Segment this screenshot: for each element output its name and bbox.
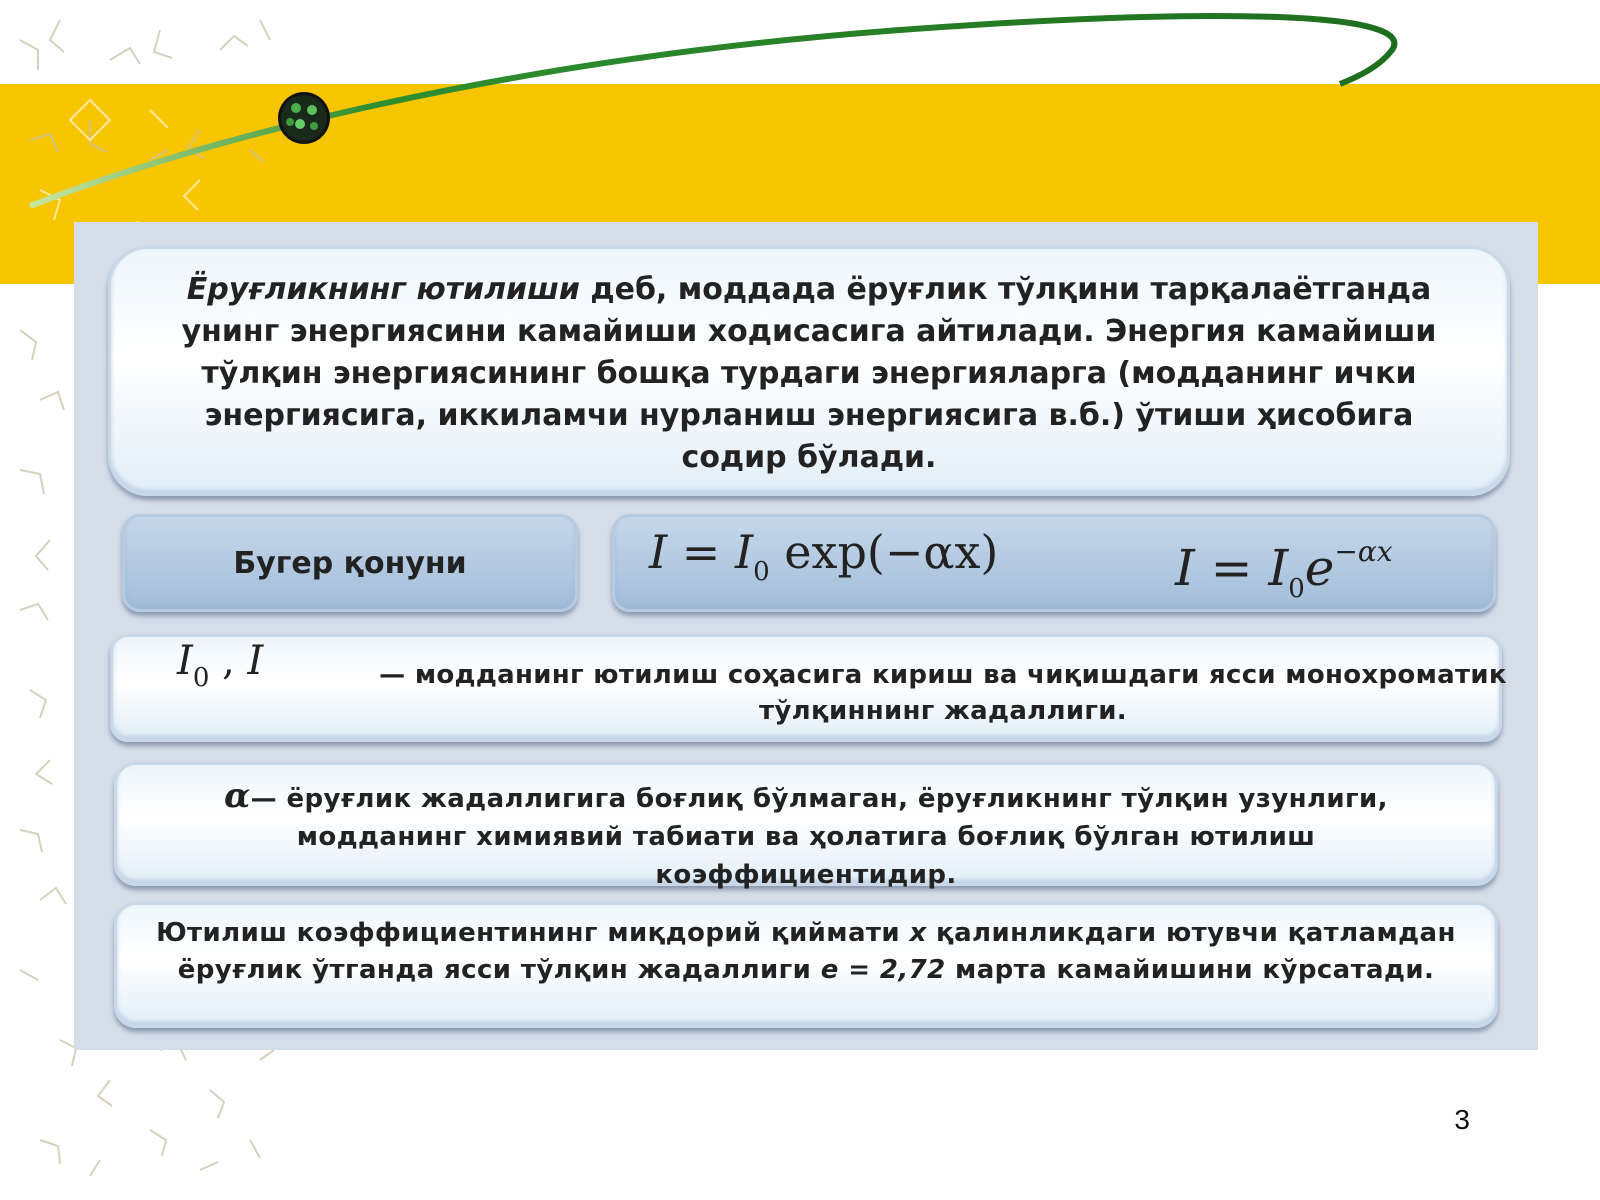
formula-power bbox=[1175, 535, 1393, 604]
definition-text: деб, моддада ёруғлик тўлқини тарқалаётганда унинг энергиясини камайиши ходисасига айтилади. Энергия камайиши тўлқин энергиясининг бошқа турдаги энергияларга (модданинг ички энергиясига, иккиламчи нурланиш энергиясига в.б.) ўтиши ҳисобига содир бўлади. bbox=[181, 272, 1437, 475]
formula2-e: e bbox=[1304, 539, 1335, 597]
formula-box bbox=[612, 514, 1496, 612]
formula1-rest: exp(−αx) bbox=[769, 525, 999, 579]
formula1-base: I bbox=[734, 525, 754, 579]
coef-part2: қалинликдаги ютувчи қатламдан ёруғлик ўтганда ясси тўлқин жадаллиги bbox=[177, 918, 1456, 985]
coefficient-box bbox=[114, 902, 1498, 1028]
formula-exp bbox=[649, 525, 998, 587]
formula1-eq: = bbox=[667, 525, 735, 579]
intensity-sep: , bbox=[209, 638, 248, 684]
formula2-eq: = bbox=[1194, 539, 1269, 597]
law-label-box bbox=[122, 514, 578, 612]
intensity-symbol-a: I bbox=[177, 638, 193, 684]
formula2-lhs: I bbox=[1175, 539, 1195, 597]
coef-part1: Ютилиш коэффициентининг миқдорий қиймати bbox=[156, 918, 910, 948]
intensity-symbols bbox=[177, 638, 264, 696]
definition-box bbox=[108, 246, 1510, 496]
alpha-box bbox=[114, 762, 1498, 890]
intensity-symbol-a-sub: 0 bbox=[192, 663, 210, 693]
coef-e-value: e = 2,72 bbox=[820, 955, 946, 985]
formula1-sub: 0 bbox=[753, 557, 770, 587]
molecule-ball-icon bbox=[278, 92, 330, 144]
intensity-text: — модданинг ютилиш соҳасига кириш ва чиқишдаги ясси монохроматик тўлқиннинг жадаллиги. bbox=[379, 660, 1507, 726]
orbit-line-decoration bbox=[0, 0, 1600, 240]
alpha-symbol: α bbox=[224, 776, 251, 816]
page-number: 3 bbox=[1454, 1104, 1470, 1135]
alpha-text: — ёруғлик жадаллигига боғлиқ бўлмаган, ёруғликнинг тўлқин узунлиги, модданинг химиявий табиати ва ҳолатига боғлиқ бўлган ютилиш коэффициентидир. bbox=[250, 784, 1388, 890]
definition-term: Ёруғликнинг ютилиши bbox=[186, 272, 580, 307]
formula1-lhs: I bbox=[649, 525, 668, 579]
formula2-sup: −αx bbox=[1334, 535, 1393, 568]
coef-part3: марта камайишини кўрсатади. bbox=[945, 955, 1435, 985]
law-label: Бугер қонуни bbox=[233, 545, 467, 581]
intensity-box bbox=[110, 634, 1507, 742]
coef-x: x bbox=[909, 918, 927, 948]
formula2-base: I bbox=[1268, 539, 1289, 597]
intensity-symbol-b: I bbox=[247, 638, 264, 684]
formula2-sub: 0 bbox=[1288, 574, 1305, 604]
